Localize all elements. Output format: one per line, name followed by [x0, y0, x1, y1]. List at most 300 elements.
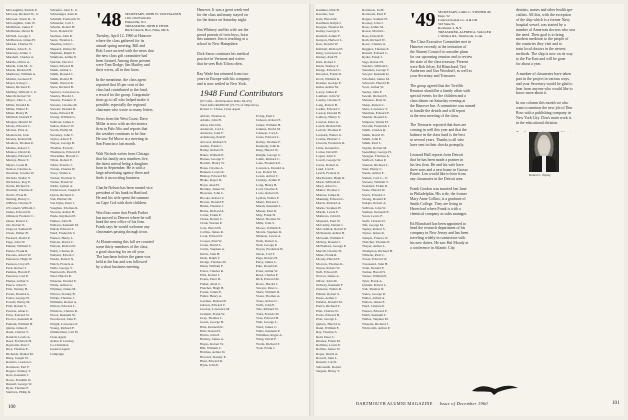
- text-line: A number of classmates have taken: [516, 71, 571, 76]
- text-line: Sweeney, John T.: [50, 132, 74, 137]
- text-line: Caltown Kodak Co. A & GD: [438, 18, 478, 22]
- text-line: Vincent, Arthur B.: [50, 209, 76, 214]
- text-line: Allen, David R.: [200, 122, 222, 127]
- text-line: Peterson, Carl E.: [6, 274, 29, 279]
- text-line: White, Arthur G.: [50, 283, 73, 287]
- text-line: Robinson, Earl F.: [6, 364, 30, 369]
- text-line: Moulton, Thomas P.: [6, 141, 34, 146]
- text-line: hear from anyone who would like to: [516, 86, 573, 91]
- text-line: Platt, Charles W.: [316, 308, 339, 313]
- text-line: Knight, George S.: [256, 152, 281, 157]
- text-line: chairmen who wrote so many letters.: [96, 107, 154, 112]
- text-line: Page, Robert H.: [256, 255, 278, 260]
- text-line: Ward, James C.: [256, 324, 278, 329]
- text-line: Sewall, Richard E.: [362, 93, 388, 98]
- text-line: school in New Hampshire.: [197, 42, 239, 47]
- text-line: Quinn, James P.: [6, 325, 28, 330]
- text-line: traveling widely in connection with: [410, 236, 466, 241]
- text-line: Dunn, William F.: [200, 264, 224, 269]
- text-line: Charlie Nelson has been named vice: [96, 186, 153, 191]
- text-line: Thatcher, Thomas E.: [362, 240, 391, 245]
- text-line: Meyer, John C., Jr.: [6, 98, 32, 103]
- page-number-left: 100: [8, 405, 16, 410]
- text-line: Rogers, Samuel H.: [362, 16, 388, 21]
- text-line: Snyder, Robert M.: [362, 145, 388, 150]
- text-line: at the next meeting of the class.: [410, 113, 460, 118]
- text-line: Wells, George T.: [50, 265, 73, 270]
- text-line: Poole, Edward B.: [316, 313, 340, 318]
- text-line: Peck, Robert J.: [6, 265, 27, 270]
- text-line: years in Europe with his company: [197, 76, 251, 81]
- text-line: Ray, Thomas S.: [316, 330, 338, 335]
- text-line: Thayer, Arthur L.: [362, 244, 386, 249]
- classmate-portrait-photo: [529, 132, 559, 172]
- text-line: Sherman, Edward F.: [362, 111, 390, 116]
- text-line: head the research department of his: [410, 226, 466, 231]
- text-line: Mackie, Charles W.: [6, 42, 33, 47]
- text-line: Ordway, Kenneth F.: [316, 283, 344, 287]
- text-line: Johnson, Carl A.: [256, 131, 279, 136]
- text-line: In the meantime, the class agent: [96, 78, 146, 83]
- text-line: Todd, Francis M.: [256, 311, 280, 316]
- text-line: Neal, George P.: [256, 242, 278, 247]
- text-line: Haverford where Frank is with a: [410, 206, 461, 211]
- text-line: Thorndike, Harold C.: [50, 154, 80, 159]
- text-line: by a short business meeting.: [96, 264, 140, 269]
- text-line: have sent in their checks promptly.: [410, 143, 465, 148]
- text-line: that he has been made a partner in: [410, 157, 464, 162]
- text-line: Kuhn, Arthur M.: [316, 85, 339, 90]
- text-line: for about a year.: [516, 61, 542, 66]
- text-line: Kirk, Robert J.: [316, 59, 337, 64]
- text-line: Stevens, Charles M.: [50, 102, 78, 107]
- text-line: Stone, Harold W.: [362, 188, 386, 193]
- text-line: The luncheon before the game was: [96, 254, 151, 259]
- text-line: Jenkins, David M.: [256, 126, 281, 131]
- text-line: Saunders, George T.: [362, 68, 390, 73]
- text-line: born in September. He is with a: [96, 166, 146, 171]
- text-line: Morse, Edward C.: [6, 124, 31, 129]
- text-line: Leonard, Walter G.: [316, 132, 343, 137]
- text-line: Vance, George R.: [362, 291, 386, 296]
- text-line: Abbott, Thomas A.: [200, 114, 226, 118]
- text-line: Wolfe, Richard T.: [256, 341, 281, 346]
- text-line: Stanton, Richard L.: [362, 162, 389, 167]
- text-line: Patterson, Hugh W.: [6, 257, 33, 262]
- text-line: Wilcox, Stanley B.: [50, 291, 76, 296]
- names-column-2: [362, 8, 406, 386]
- text-line: Evans, Peter D.: [200, 277, 222, 282]
- text-line: the need. Their goal is to bring: [516, 32, 564, 37]
- text-line: Wilson, Edward L.: [50, 304, 76, 309]
- text-line: Osborne, Walter R.: [316, 287, 343, 292]
- text-line: Taylor, Albert F.: [50, 136, 73, 141]
- text-line: Mayer, Irving C.: [6, 81, 29, 86]
- text-line: Ross, Donald E.: [362, 33, 385, 38]
- text-line: Page, John W.: [6, 240, 26, 245]
- text-line: Olson, Carl T.: [256, 251, 276, 256]
- text-line: the weather continues to be fine.: [96, 132, 147, 137]
- text-line: Norman, Thomas P.: [6, 188, 33, 193]
- text-line: Swift, Charles D.: [362, 218, 386, 223]
- text-line: Koch, William R.: [316, 76, 340, 81]
- text-line: Potter, George H.: [6, 295, 30, 300]
- text-line: Thomas, Evan R.: [50, 145, 74, 150]
- text-line: his law firm. He and his wife have: [410, 162, 464, 167]
- text-line: Swain, Philip M.: [50, 128, 73, 133]
- text-line: Total Gifts $9,900.00 (72.7% of Objective): [200, 103, 259, 107]
- text-line: Graham, Frank W.: [200, 311, 226, 316]
- text-line: Wheeler, Donald E.: [50, 278, 77, 283]
- text-line: head the new office of his firm.: [96, 220, 145, 225]
- text-line: your Secretary and Treasurer.: [410, 74, 456, 79]
- text-line: Cook, Edward S.: [200, 234, 224, 239]
- text-line: Mason, Paul R.: [256, 208, 277, 213]
- text-line: Shields, Donald A.: [362, 115, 388, 120]
- text-line: Brooks, Robert T.: [200, 195, 225, 200]
- text-line: Price, Edward W.: [6, 313, 30, 318]
- text-line: Frank says he would welcome any: [96, 225, 150, 230]
- text-line: Oakes, Edward D.: [6, 209, 31, 214]
- text-line: firm in Palo Alto and reports that: [96, 127, 148, 132]
- text-line: Smith, Robert H.: [50, 76, 74, 81]
- text-line: Ross, Kenneth J.: [6, 373, 29, 378]
- class-news-column-1: [410, 40, 512, 400]
- text-line: Quincy, Harold A.: [316, 321, 341, 326]
- text-line: SECRETARY, CARL C. STEINER JR.: [438, 10, 492, 14]
- text-line: Frank Gordon was married last June: [410, 187, 467, 192]
- text-line: Phelps, Arthur S.: [6, 278, 30, 283]
- text-line: Williams, Robert A.: [50, 300, 78, 305]
- text-line: Blake, Roger D.: [200, 178, 223, 183]
- text-line: Webb, Kenneth T.: [362, 313, 387, 318]
- text-line: He and his wife spent the summer: [96, 195, 149, 200]
- text-line: to the Far East and will be gone: [516, 57, 566, 62]
- text-line: possible, especially the regional: [96, 102, 146, 107]
- text-line: Arthur P. Lindsay: [50, 338, 75, 343]
- text-line: Schmidt, Frederick W.: [50, 16, 81, 21]
- text-line: Walton, James E.: [362, 300, 386, 305]
- text-line: Kerr, Donald W.: [316, 42, 339, 47]
- text-line: Eaton, Charles R.: [200, 268, 224, 273]
- text-line: McMahon, James F.: [6, 25, 34, 30]
- text-line: Marks, Stephen H.: [316, 205, 342, 210]
- text-line: Larkin, Edward J.: [316, 106, 341, 111]
- text-line: Bob Lowe arrived with the news that: [96, 48, 154, 53]
- text-line: Lee, Robert M.: [256, 169, 277, 174]
- text-line: some thirty members of the class,: [96, 244, 149, 249]
- eagle-ornament-icon: [470, 382, 520, 396]
- text-line: Perry, James L.: [256, 260, 277, 265]
- text-line: McNamara, George P.: [316, 244, 347, 249]
- text-line: Jones, Edward L.: [256, 135, 280, 140]
- text-line: Hunt, Edward R.: [200, 358, 223, 363]
- text-line: Wing, David F.: [256, 337, 277, 342]
- text-line: Warren, David C.: [50, 240, 74, 245]
- class-news-column-2: [197, 8, 305, 86]
- text-line: Kennedy, John R.: [256, 144, 281, 149]
- text-line: Seaman, John R.: [50, 33, 73, 38]
- text-line: News from the West Coast: Dave: [96, 117, 148, 122]
- text-line: of the ship which is a former Navy: [516, 17, 571, 22]
- text-line: Thompson, Edward P.: [50, 149, 80, 154]
- text-line: Gordon, Lawrence M.: [200, 307, 231, 312]
- text-line: Pitts, Stanley H.: [6, 287, 29, 292]
- text-line: Welles, Stephen M.: [362, 317, 389, 322]
- text-line: Ruggles, Thomas P.: [362, 46, 389, 51]
- text-line: Maynard, Paul W.: [316, 218, 341, 223]
- text-line: Fisher, Allan C.: [200, 281, 222, 286]
- text-line: Knowles, Frank D.: [316, 72, 342, 77]
- text-line: James, William H.: [256, 122, 282, 127]
- text-line: special events for the children and a: [410, 93, 466, 98]
- text-line: Lyman, Walter F.: [256, 195, 280, 200]
- text-line: Ross with a publishing company in: [516, 111, 571, 116]
- text-line: Lane, Frederick P.: [256, 161, 281, 166]
- text-line: Schofield, James M.: [362, 76, 390, 81]
- text-line: Wood, Kenneth W.: [50, 313, 76, 318]
- text-line: McCarthy, Daniel J.: [316, 222, 344, 227]
- text-line: Hayes, Robert W.: [200, 341, 224, 346]
- text-line: methods. The ship is now on its way: [516, 52, 573, 57]
- text-line: Murphy, Edward J.: [6, 154, 32, 159]
- text-line: on Cape Cod with their children.: [96, 200, 147, 205]
- text-line: McDonald, Arthur B.: [316, 231, 346, 236]
- text-line: Sutton, Robert W.: [50, 124, 75, 129]
- text-line: Ryder, Frank J.: [362, 55, 383, 60]
- text-line: a good showing for an off year.: [96, 249, 145, 254]
- text-line: Robert C. Chase, Class Agent: [200, 107, 241, 111]
- text-line: Neff, Edward P.: [316, 270, 338, 275]
- text-line: finds it an exciting business.: [96, 176, 141, 181]
- text-line: Underwood, Joseph P.: [50, 188, 81, 193]
- text-line: Stevens, William T.: [362, 179, 389, 184]
- text-line: for the class and many stayed on: [197, 12, 248, 17]
- text-line: Smith, Arthur L.: [50, 68, 73, 73]
- text-line: Malone, James R.: [316, 192, 341, 197]
- text-line: Nutting, Henry C.: [6, 197, 31, 202]
- text-line: Smith, Warren K.: [50, 81, 74, 86]
- text-line: Kammer, Dirk B.: [316, 8, 340, 12]
- right-page: [314, 4, 624, 416]
- text-line: Hill, William C.: [200, 346, 222, 351]
- text-line: Schlesinger, Alan R.: [50, 12, 78, 17]
- text-line: He saw Ed Morse at a meeting in: [96, 137, 148, 142]
- text-line: Lambert, John W.: [316, 93, 341, 98]
- text-line: Lamb, Richard C.: [256, 156, 281, 161]
- text-line: Steiner, Carl C., Jr.: [362, 175, 388, 180]
- text-line: Wentworth, Paul H.: [50, 270, 77, 275]
- text-line: Rich, Edward M.: [256, 277, 280, 282]
- text-line: Pond, Arthur W.: [256, 268, 279, 273]
- text-line: McLoughlin, John W.: [6, 20, 36, 25]
- text-line: Pike, Donald R.: [256, 264, 278, 269]
- text-line: Anderson, Carl L.: [200, 126, 225, 131]
- text-line: Russell, George W.: [6, 381, 33, 386]
- text-line: Merrill, Charles H.: [316, 248, 342, 253]
- text-line: Gardner, Richard P.: [200, 298, 227, 303]
- text-line: Lang, Robert B.: [316, 102, 338, 107]
- text-line: Landry, Charles F.: [316, 98, 341, 103]
- text-line: Dodge, Thomas M.: [200, 260, 227, 265]
- text-line: Howard, Stanley E.: [200, 354, 227, 359]
- text-line: Burns, Richard A.: [200, 208, 225, 213]
- text-line: Brown, Donald F.: [200, 199, 225, 204]
- text-line: MacDonald, Hugh R.: [316, 175, 346, 180]
- text-line: Palmer, Robert S.: [316, 291, 340, 296]
- text-line: Cooper, Paul W.: [200, 238, 223, 243]
- text-line: Leonard Hall reports from Detroit: [410, 152, 463, 157]
- text-line: Perkins, Donald M.: [316, 300, 343, 305]
- text-line: Shaw, William D.: [256, 290, 281, 295]
- text-line: Hanover recently at the invitation of: [410, 44, 467, 49]
- text-line: Wade, Raymond E.: [50, 214, 77, 219]
- text-line: Miller is now with an electronics: [96, 122, 148, 127]
- text-line: Murray, Bruce T.: [6, 158, 30, 163]
- text-line: McLean, Richard W., Jr.: [6, 12, 40, 17]
- text-line: (97 Gifts—Participation Ratio 64.4%): [200, 99, 252, 103]
- text-line: Lord, Charles E.: [256, 187, 279, 192]
- text-line: Bishop, Edward M.: [200, 174, 227, 179]
- names-column-1: [316, 8, 360, 386]
- text-line: Marble, Oliver A.: [6, 59, 31, 64]
- text-line: classmates passing through town.: [96, 230, 149, 235]
- text-line: Katz, Harold R.: [316, 16, 338, 21]
- text-line: Walt Nichols writes from Chicago: [96, 151, 150, 156]
- text-line: McKay, Donald J.: [316, 240, 341, 245]
- text-line: for our upcoming reunion and to review: [410, 54, 473, 59]
- text-line: Melling, William J., Jr.: [6, 89, 38, 94]
- text-line: Seeley, John F.: [362, 89, 383, 94]
- text-line: company in New Jersey and has been: [410, 231, 469, 236]
- text-line: Train, Donald F.: [362, 265, 385, 270]
- text-line: Sanders, William L.: [362, 63, 390, 68]
- text-line: Hyde, John P.: [200, 363, 219, 368]
- text-line: Tate, Richard W.: [256, 307, 279, 312]
- text-line: the countries they visit and to: [516, 42, 562, 47]
- text-line: Collins, James R.: [200, 230, 224, 235]
- text-line: the latest arrival being a daughter: [96, 161, 148, 166]
- text-line: for the dance on Saturday night.: [197, 17, 247, 22]
- text-line: and is now settled in New York.: [197, 81, 247, 86]
- text-line: Sloan, Thomas A.: [256, 294, 281, 299]
- text-line: Carter, Frank E.: [200, 212, 222, 217]
- text-line: number of American doctors who saw: [516, 27, 576, 32]
- text-line: McLaughlin, Patrick E.: [6, 8, 38, 12]
- text-line: in Philadelphia. His wife, the former: [410, 192, 467, 197]
- text-line: At Homecoming this fall we counted: [96, 240, 154, 245]
- text-line: Rice, Thomas E.: [6, 347, 29, 352]
- text-line: Burke, Thomas J.: [200, 204, 224, 209]
- text-line: hospital vessel, was started by a: [516, 22, 566, 27]
- text-line: Towne, Charles H.: [50, 166, 76, 171]
- text-line: Powell, Henry M.: [6, 300, 31, 305]
- text-line: Oliver, John M.: [316, 278, 338, 283]
- text-line: president of his bank in Hartford.: [96, 191, 148, 195]
- text-line: Porter, Donald A.: [6, 291, 30, 296]
- text-line: Chase, Robert C.: [200, 217, 224, 222]
- text-line: Tucker, Harold S.: [362, 270, 387, 275]
- text-line: Smith, Donald C.: [50, 72, 74, 77]
- text-line: McGrath, William T.: [316, 235, 345, 240]
- text-line: TREASURER, JOHN P. HYDE: [125, 24, 169, 28]
- text-line: Macy, Albert C.: [316, 184, 338, 189]
- text-line: Meers, Richard E.: [6, 85, 31, 90]
- text-line: Lynch, Francis X.: [316, 171, 341, 176]
- text-line: Tuesday, April 12, 1960 at Hanover: [96, 34, 152, 38]
- text-line: Tibbetts, Paul C.: [362, 252, 385, 257]
- text-line: Campaign: [50, 351, 64, 356]
- text-line: Karolan, Joel: [316, 12, 335, 17]
- text-line: Taylor, James R.: [362, 231, 385, 236]
- text-line: Sage, Robert H.: [362, 59, 384, 64]
- text-line: Vail, Thomas D.: [362, 287, 385, 292]
- text-line: Lowe, Robert D.: [256, 191, 279, 196]
- text-line: Tyler, Frank A.: [362, 278, 383, 283]
- page-number-right: 101: [612, 401, 620, 406]
- text-line: McLean, Stuart R., Jr.: [6, 16, 36, 21]
- text-line: Ward, Charles P.: [362, 304, 385, 309]
- text-line: Welch, Francis A.: [50, 261, 75, 266]
- text-line: Adams, John B.: [200, 118, 222, 123]
- text-line: Rollins, James W.: [316, 347, 341, 352]
- text-line: Lacey, James P.: [316, 89, 338, 94]
- text-line: Roberts, Gordon L.: [6, 360, 33, 365]
- text-line: Packard, David P.: [6, 235, 31, 240]
- text-line: Riley, Joseph W.: [6, 356, 29, 361]
- text-line: Morton, Eliot A.: [6, 128, 29, 133]
- text-line: Miles, Frank R.: [316, 252, 338, 257]
- text-line: Simmons, Arthur P.: [50, 55, 77, 60]
- text-line: Lindsay, Arthur P.: [256, 178, 281, 183]
- text-line: Morgan, Merritt W.: [6, 119, 33, 124]
- text-line: Schultz, Robert H.: [50, 25, 76, 30]
- text-line: Martin, Lewis F.: [316, 209, 339, 214]
- text-line: Merrill, Robert W.: [6, 93, 32, 98]
- class-officers-header: [125, 12, 205, 32]
- text-line: Storrs, Edward J.: [362, 192, 386, 197]
- text-line: Tracy, Walter L.: [50, 171, 72, 176]
- text-line: Roth, Richard W.: [362, 38, 386, 43]
- text-line: Lewis, Arthur T.: [256, 174, 279, 179]
- text-line: Strong, William G.: [50, 115, 76, 120]
- magazine-title: DARTMOUTH ALUMNI MAGAZINE: [356, 401, 433, 406]
- text-line: Shannon, Peter R.: [362, 98, 387, 103]
- text-line: Upton, Richard C.: [50, 192, 75, 197]
- text-line: Brewster, John C.: [200, 191, 225, 196]
- text-line: Martin, John M., Jr.: [6, 63, 33, 68]
- text-line: Moore, William E.: [256, 225, 282, 230]
- text-line: large advertising agency there and: [96, 171, 150, 176]
- text-line: Dean, Ralph T.: [200, 255, 221, 260]
- text-line: Stewart, Donald R.: [50, 106, 76, 111]
- text-line: Palmer, William T.: [6, 244, 32, 249]
- text-line: Hale, Kenneth R.: [200, 324, 224, 329]
- text-line: Ward, Frederick S.: [50, 231, 76, 236]
- text-line: Plainsville, N.J.: [125, 20, 147, 24]
- text-line: Smith, David W.: [362, 132, 385, 137]
- text-line: Miner, Henry B.: [6, 111, 29, 116]
- text-line: Brick Church, Box, Niles, Mich.: [125, 28, 170, 32]
- text-line: Barnes, George T.: [200, 156, 225, 161]
- text-line: practice in Vermont and writes: [197, 57, 245, 62]
- text-line: Warner, Henry L.: [50, 235, 74, 240]
- text-line: Watson, Richard P.: [50, 244, 76, 249]
- text-line: Rhodes, Frank M.: [316, 338, 341, 343]
- text-line: Jackson, Robert E.: [256, 118, 282, 123]
- text-line: 1 Wallace Rd., Westbrook, Conn.: [438, 34, 484, 38]
- text-line: Anderson and Gus Woodruff, as well as: [410, 69, 472, 74]
